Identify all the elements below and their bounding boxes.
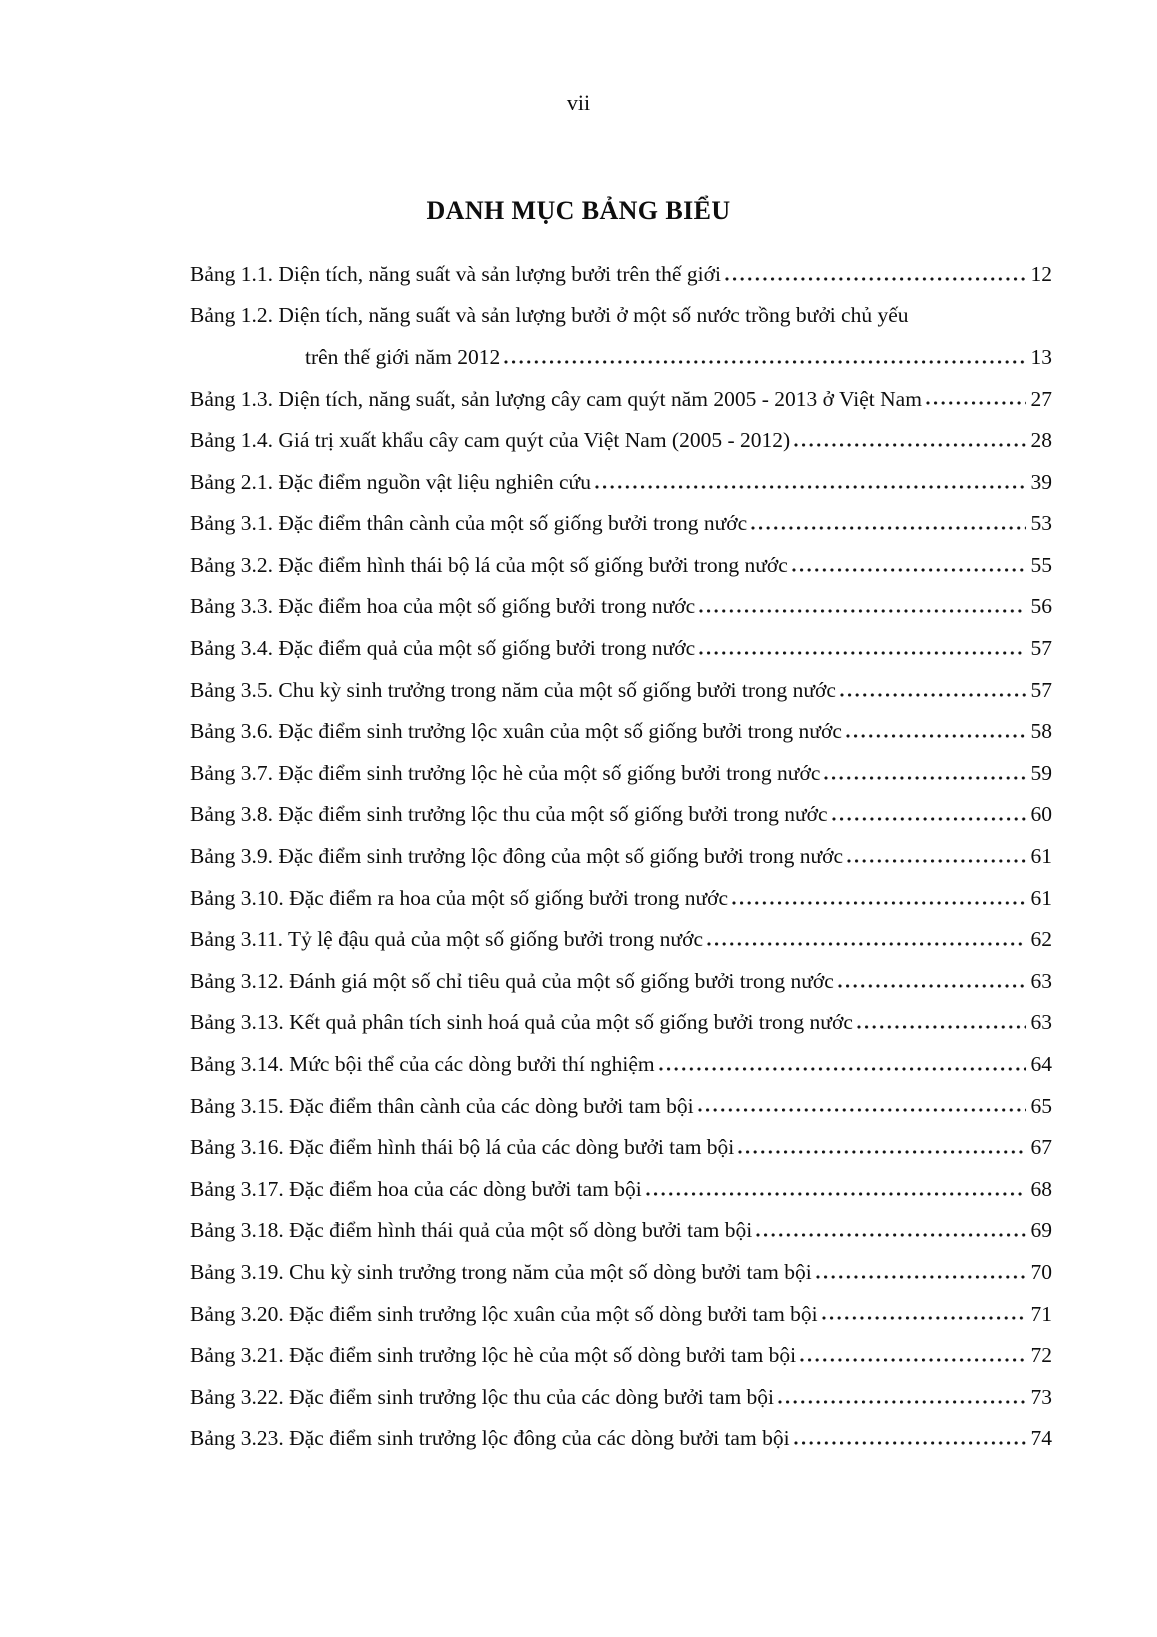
dot-leader [816, 1274, 1026, 1280]
toc-entry [190, 704, 1052, 746]
toc-entry-label: Bảng 3.2. Đặc điểm hình thái bộ lá của một số giống bưởi trong nước [190, 552, 788, 577]
dot-leader [732, 900, 1025, 906]
toc-page-number: 58 [1030, 719, 1052, 744]
toc-page-number: 39 [1030, 469, 1052, 494]
toc-page-number: 68 [1030, 1176, 1052, 1201]
dot-leader [846, 733, 1026, 739]
dot-leader [738, 1149, 1025, 1155]
toc-page-number: 70 [1030, 1259, 1052, 1284]
toc-page-number: 60 [1030, 802, 1052, 827]
dot-leader [646, 1191, 1026, 1197]
toc-page-number: 57 [1030, 636, 1052, 661]
dot-leader [824, 775, 1025, 781]
toc-page-number: 57 [1030, 677, 1052, 702]
toc-entry-label: Bảng 3.22. Đặc điểm sinh trưởng lộc thu của các dòng bưởi tam bội [190, 1384, 775, 1409]
toc-page-number: 59 [1030, 760, 1052, 785]
toc-page-number: 63 [1030, 1010, 1052, 1035]
toc-entry [190, 579, 1052, 621]
toc-entry [190, 1078, 1052, 1120]
dot-leader [778, 1399, 1025, 1405]
toc-entry-label: Bảng 3.4. Đặc điểm quả của một số giống bưởi trong nước [190, 636, 696, 661]
toc-entry [190, 246, 1052, 288]
toc-page-number: 64 [1030, 1052, 1052, 1076]
toc-entry-label: Bảng 3.10. Đặc điểm ra hoa của một số giống bưởi trong nước [190, 885, 729, 910]
toc-entry-label: Bảng 3.12. Đánh giá một số chỉ tiêu quả của một số giống bưởi trong nước [190, 968, 834, 993]
toc-entry [190, 496, 1052, 538]
toc-page-number: 67 [1030, 1135, 1052, 1160]
toc-entry [190, 953, 1052, 995]
dot-leader [699, 650, 1025, 656]
toc-entry-continuation-label: trên thế giới năm 2012 [305, 344, 501, 369]
toc-entry [190, 828, 1052, 870]
toc-entry [190, 787, 1052, 829]
toc-page-number: 71 [1030, 1301, 1052, 1326]
toc-entry [190, 537, 1052, 579]
page-number-header: vii [566, 90, 591, 115]
toc-page-number: 53 [1030, 511, 1052, 536]
dot-leader [794, 1440, 1026, 1446]
toc-page-number: 27 [1030, 386, 1052, 411]
toc-entry-label: Bảng 3.17. Đặc điểm hoa của các dòng bưởi tam bội [190, 1176, 642, 1201]
toc-entry [190, 1286, 1052, 1328]
dot-leader [822, 1315, 1026, 1321]
dot-leader [792, 567, 1026, 573]
toc-entry-label: Bảng 3.6. Đặc điểm sinh trưởng lộc xuân của một số giống bưởi trong nước [190, 719, 842, 744]
dot-leader [751, 525, 1025, 531]
dot-leader [840, 692, 1026, 698]
toc-page-number: 65 [1030, 1093, 1052, 1118]
toc-entry [190, 412, 1052, 454]
toc-entry [190, 870, 1052, 912]
toc-entry-label: Bảng 3.9. Đặc điểm sinh trưởng lộc đông của một số giống bưởi trong nước [190, 844, 844, 869]
toc-entry-label: Bảng 3.11. Tỷ lệ đậu quả của một số giống bưởi trong nước [190, 927, 703, 952]
toc-entry [190, 662, 1052, 704]
toc-entry-label: Bảng 1.2. Diện tích, năng suất và sản lượng bưởi ở một số nước trồng bưởi chủ yếu [190, 303, 909, 328]
toc-entry [190, 454, 1052, 496]
toc-entry-label: Bảng 3.7. Đặc điểm sinh trưởng lộc hè của một số giống bưởi trong nước [190, 760, 821, 785]
toc-entry-label: Bảng 3.14. Mức bội thể của các dòng bưởi thí nghiệm [190, 1052, 655, 1076]
toc-entry-label: Bảng 3.3. Đặc điểm hoa của một số giống bưởi trong nước [190, 594, 696, 619]
toc-entry-continuation [190, 329, 1052, 371]
dot-leader [504, 359, 1025, 365]
dot-leader [595, 484, 1026, 490]
toc-page-number: 56 [1030, 594, 1052, 619]
table-of-contents-list [190, 246, 1052, 1452]
dot-leader [756, 1232, 1025, 1238]
toc-entry [190, 1411, 1052, 1453]
toc-page-number: 28 [1030, 428, 1052, 453]
toc-entry [190, 912, 1052, 954]
toc-page-number: 74 [1030, 1426, 1052, 1451]
toc-entry-label: Bảng 3.1. Đặc điểm thân cành của một số giống bưởi trong nước [190, 511, 748, 536]
toc-entry [190, 1161, 1052, 1203]
toc-entry-label: Bảng 1.4. Giá trị xuất khẩu cây cam quýt của Việt Nam (2005 - 2012) [190, 428, 791, 453]
dot-leader [698, 1107, 1026, 1113]
toc-entry-label: Bảng 3.23. Đặc điểm sinh trưởng lộc đông của các dòng bưởi tam bội [190, 1426, 790, 1451]
toc-entry [190, 1369, 1052, 1411]
toc-entry [190, 1119, 1052, 1161]
toc-page-number: 61 [1030, 885, 1052, 910]
toc-page-number: 12 [1030, 261, 1052, 286]
toc-entry-label: Bảng 3.13. Kết quả phân tích sinh hoá quả của một số giống bưởi trong nước [190, 1010, 853, 1035]
dot-leader [659, 1066, 1026, 1072]
toc-entry-label: Bảng 2.1. Đặc điểm nguồn vật liệu nghiên cứu [190, 469, 591, 494]
toc-entry [190, 1244, 1052, 1286]
toc-entry-label: Bảng 3.15. Đặc điểm thân cành của các dòng bưởi tam bội [190, 1093, 694, 1118]
toc-page-number: 62 [1030, 927, 1052, 952]
toc-entry [190, 371, 1052, 413]
toc-entry-label: Bảng 3.18. Đặc điểm hình thái quả của một số dòng bưởi tam bội [190, 1218, 753, 1243]
toc-entry [190, 1203, 1052, 1245]
dot-leader [832, 816, 1026, 822]
toc-page-number: 61 [1030, 844, 1052, 869]
toc-page-number: 13 [1030, 344, 1052, 369]
toc-entry [190, 288, 1052, 330]
dot-leader [926, 400, 1026, 406]
toc-page-number: 69 [1030, 1218, 1052, 1243]
toc-page-number: 55 [1030, 552, 1052, 577]
dot-leader [800, 1357, 1025, 1363]
toc-page-number: 72 [1030, 1343, 1052, 1368]
toc-page-number: 63 [1030, 968, 1052, 993]
toc-entry [190, 1036, 1052, 1078]
toc-page-number: 73 [1030, 1384, 1052, 1409]
toc-entry [190, 1327, 1052, 1369]
dot-leader [707, 941, 1026, 947]
toc-entry-label: Bảng 3.8. Đặc điểm sinh trưởng lộc thu của một số giống bưởi trong nước [190, 802, 828, 827]
dot-leader [857, 1024, 1026, 1030]
dot-leader [838, 983, 1026, 989]
toc-entry [190, 995, 1052, 1037]
dot-leader [725, 276, 1026, 282]
toc-entry-label: Bảng 3.5. Chu kỳ sinh trưởng trong năm của một số giống bưởi trong nước [190, 677, 836, 702]
toc-entry-label: Bảng 1.3. Diện tích, năng suất, sản lượng cây cam quýt năm 2005 - 2013 ở Việt Nam [190, 386, 922, 411]
dot-leader [847, 858, 1025, 864]
dot-leader [699, 608, 1025, 614]
toc-entry-label: Bảng 3.21. Đặc điểm sinh trưởng lộc hè của một số dòng bưởi tam bội [190, 1343, 797, 1368]
dot-leader [794, 442, 1025, 448]
page-title: DANH MỤC BẢNG BIỂU [426, 196, 731, 225]
toc-entry-label: Bảng 3.20. Đặc điểm sinh trưởng lộc xuân của một số dòng bưởi tam bội [190, 1301, 818, 1326]
toc-entry-label: Bảng 3.19. Chu kỳ sinh trưởng trong năm của một số dòng bưởi tam bội [190, 1259, 812, 1284]
toc-entry [190, 745, 1052, 787]
toc-entry [190, 620, 1052, 662]
toc-entry-label: Bảng 1.1. Diện tích, năng suất và sản lượng bưởi trên thế giới [190, 261, 721, 286]
toc-entry-label: Bảng 3.16. Đặc điểm hình thái bộ lá của các dòng bưởi tam bội [190, 1135, 735, 1160]
